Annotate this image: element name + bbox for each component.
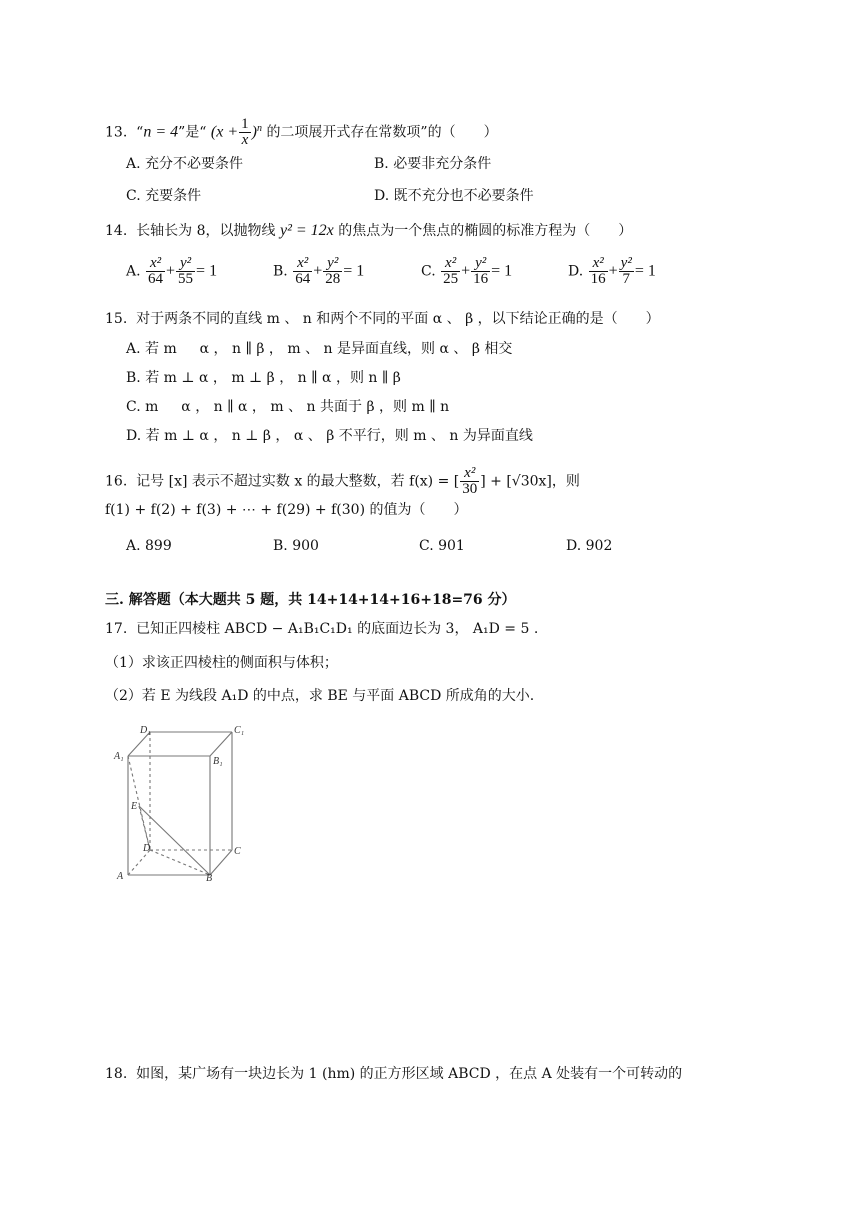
q14-a-num1: x² (146, 256, 165, 272)
q16-line2: f(1) + f(2) + f(3) + ⋯ + f(29) + f(30) 的值为（ ） (105, 502, 468, 518)
q14-stem-a: 长轴长为 8，以抛物线 (136, 223, 276, 239)
q14-d-num2: y² (620, 255, 632, 271)
label-E: E (131, 801, 138, 812)
q17-part1: （1）求该正四棱柱的侧面积与体积； (105, 655, 338, 671)
q13-stem-mid: ”是“ (178, 124, 207, 141)
q16-number: 16. (105, 473, 128, 490)
q15-option-a: A. 若 m α ， n ∥ β ， m 、 n 是异面直线，则 α 、 β 相交 (126, 341, 513, 357)
q14-number: 14. (105, 223, 128, 239)
q13-expr-sup: n (256, 122, 262, 134)
q14-c-num2: y² (471, 256, 490, 272)
q15-number: 15. (105, 311, 128, 327)
q14-c-den1: 25 (443, 271, 459, 287)
q14-a-num2: y² (176, 256, 195, 272)
q14-a-den1: 64 (148, 271, 164, 287)
q17-stem-text: 已知正四棱柱 ABCD − A₁B₁C₁D₁ 的底面边长为 3， A₁D = 5 . (136, 621, 539, 637)
q15-stem-text: 对于两条不同的直线 m 、 n 和两个不同的平面 α 、 β ，以下结论正确的是（ ） (136, 311, 660, 327)
q13-expr-post: ) (251, 123, 257, 141)
q13-condition: n = 4 (143, 123, 179, 141)
q14-b-den2: 28 (325, 271, 341, 287)
q14-c-num1: x² (441, 256, 460, 272)
q13-frac (239, 117, 251, 148)
q18-stem (105, 1064, 682, 1084)
q13-frac-den: x (241, 132, 249, 148)
q16-stem-b: ] + [√30x]，则 (480, 473, 580, 490)
q14-option-d: D. $\frac{\text{x²}}{16}$ + $\frac{\text{y²}}{7}$ = 1 (568, 255, 656, 287)
label-C1: C₁ (234, 725, 245, 736)
q14-d-rhs: = 1 (634, 262, 656, 280)
q13-stem (105, 117, 498, 148)
q14-option-b-label: B. (273, 263, 288, 280)
q13-quote-open: “ (136, 124, 144, 141)
q13-option-d: D. 既不充分也不必要条件 (374, 188, 534, 204)
q16-frac-num: x² (460, 466, 479, 482)
q14-c-rhs: = 1 (491, 262, 513, 280)
q15-option-b: B. 若 m ⊥ α ， m ⊥ β ， n ∥ α ，则 n ∥ β (126, 370, 401, 386)
q13-number: 13. (105, 124, 128, 141)
q13-option-a: A. 充分不必要条件 (126, 156, 244, 172)
q14-b-rhs: = 1 (343, 262, 365, 280)
q16-frac-den: 30 (462, 481, 478, 497)
q14-option-c: C. $\frac{\text{x²}}{25}$ + $\frac{\text{y²}}{16}$ = 1 (421, 255, 513, 287)
q17-number: 17. (105, 621, 128, 637)
label-D1: D₁ (140, 725, 151, 736)
q13-stem-end: 的二项展开式存在常数项”的（ ） (266, 124, 498, 141)
label-A1: A₁ (114, 751, 124, 762)
q14-a-den2: 55 (178, 271, 194, 287)
q14-option-c-label: C. (421, 263, 436, 280)
label-C: C (234, 846, 241, 857)
q16-option-d: D. 902 (566, 538, 613, 554)
q14-b-num2: y² (323, 256, 342, 272)
q18-number: 18. (105, 1066, 128, 1082)
q14-option-a-label: A. (126, 263, 141, 280)
q14-stem (105, 221, 632, 241)
q15-stem (105, 309, 660, 329)
q14-d-num1: x² (589, 256, 608, 272)
q14-c-den2: 16 (473, 271, 489, 287)
q15-option-c: C. m α ， n ∥ α ， m 、 n 共面于 β ，则 m ∥ n (126, 399, 450, 415)
q14-option-b: B. $\frac{\text{x²}}{64}$ + $\frac{\text{y²}}{28}$ = 1 (273, 255, 365, 287)
q17-part2: （2）若 E 为线段 A₁D 的中点，求 BE 与平面 ABCD 所成角的大小. (105, 688, 535, 704)
q16-option-b: B. 900 (273, 538, 319, 554)
q14-d-den1: 16 (590, 271, 606, 287)
label-A: A (117, 871, 124, 882)
q14-a-rhs: = 1 (196, 262, 218, 280)
q14-b-num1: x² (293, 256, 312, 272)
q14-stem-b: 的焦点为一个焦点的椭圆的标准方程为（ ） (338, 223, 633, 239)
q13-frac-num: 1 (241, 116, 249, 132)
q15-option-d: D. 若 m ⊥ α ， n ⊥ β ， α 、 β 不平行，则 m 、 n 为异面直线 (126, 428, 533, 444)
q18-stem-text: 如图，某广场有一块边长为 1 (hm) 的正方形区域 ABCD ，在点 A 处装有一个可转动的 (136, 1066, 683, 1082)
q14-parabola: y² = 12x (279, 222, 334, 239)
section3-title: 三. 解答题（本大题共 5 题，共 14+14+14+16+18=76 分） (105, 592, 516, 608)
q14-b-den1: 64 (295, 271, 311, 287)
q13-expr-pre: (x + (210, 123, 239, 141)
q13-option-c: C. 充要条件 (126, 188, 202, 204)
label-B: B (206, 873, 213, 882)
q16-option-c: C. 901 (419, 538, 465, 554)
q14-d-den2: 7 (622, 271, 630, 287)
q16-stem-a: 记号 [x] 表示不超过实数 x 的最大整数，若 f(x) = [ (136, 473, 460, 490)
label-B1: B₁ (213, 756, 223, 767)
q14-option-d-label: D. (568, 263, 584, 280)
q16-stem (105, 466, 580, 497)
label-D: D (143, 843, 151, 854)
q17-stem (105, 619, 538, 639)
q13-option-b: B. 必要非充分条件 (374, 156, 492, 172)
q14-option-a: A. $\frac{\text{x²}}{64}$ + $\frac{\text{y²}}{55}$ = 1 (126, 255, 218, 287)
q16-option-a: A. 899 (126, 538, 172, 554)
prism-figure (112, 718, 252, 882)
